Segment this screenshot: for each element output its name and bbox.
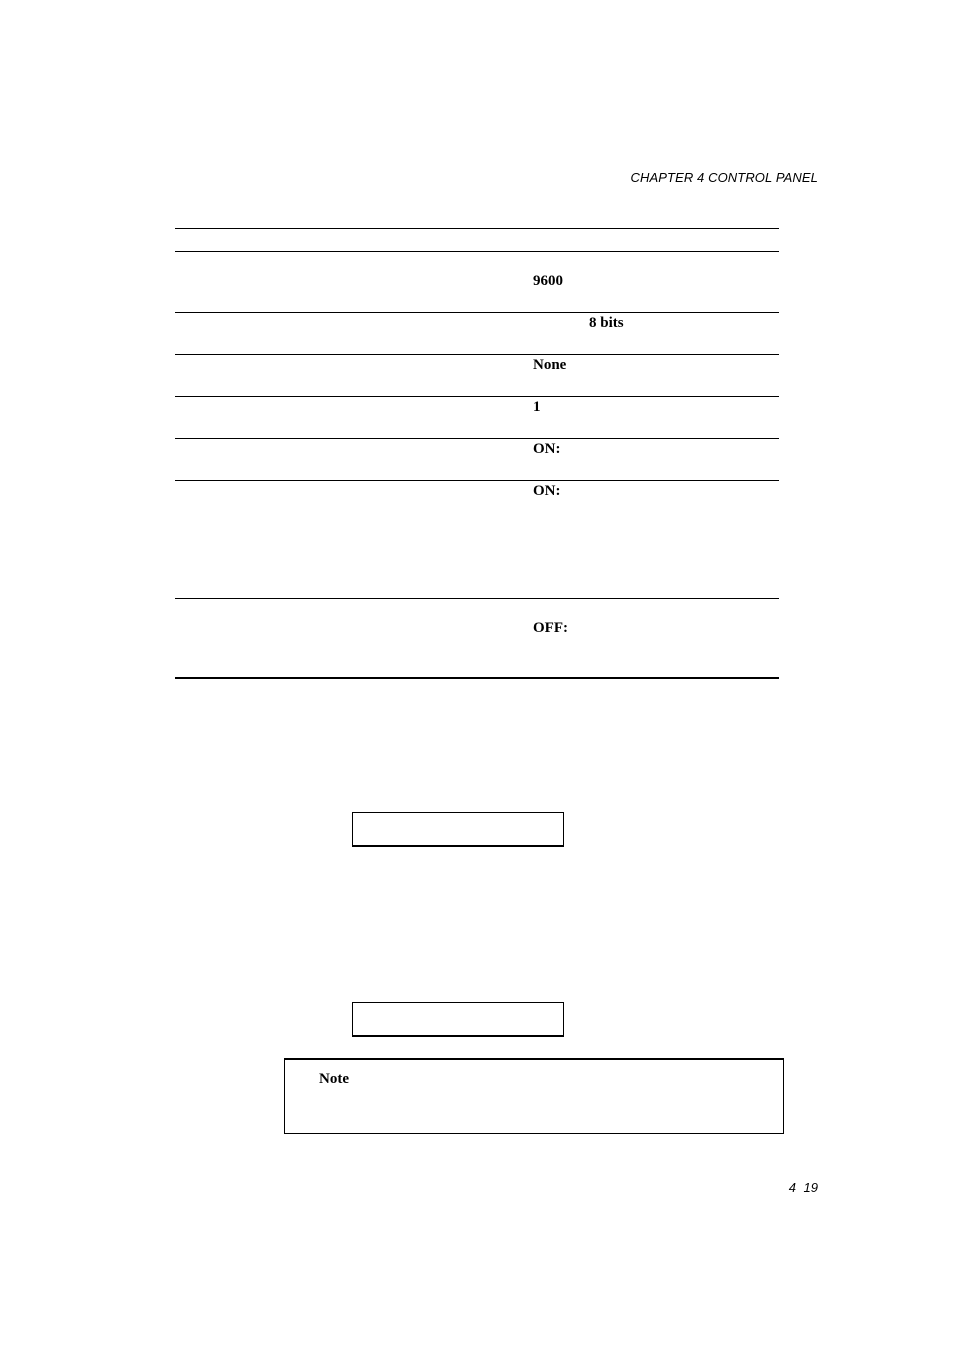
parity-value: None <box>533 357 567 373</box>
page-number: 4 19 <box>788 1180 818 1195</box>
stop-bit-value: 1 <box>533 399 541 415</box>
table-row-divider <box>175 396 779 397</box>
lcd-display-box <box>352 812 564 847</box>
setting-on-value: ON: <box>533 441 561 457</box>
table-row-divider <box>175 312 779 313</box>
table-row-divider <box>175 598 779 599</box>
setting-off-value: OFF: <box>533 620 568 636</box>
note-box <box>284 1058 784 1134</box>
data-bits-value: 8 bits <box>589 315 624 331</box>
table-rule-bottom <box>175 677 779 679</box>
chapter-header: CHAPTER 4 CONTROL PANEL <box>630 170 818 185</box>
table-header-rule <box>175 251 779 252</box>
setting-on-value: ON: <box>533 483 561 499</box>
baud-rate-value: 9600 <box>533 273 563 289</box>
table-row-divider <box>175 354 779 355</box>
lcd-display-box <box>352 1002 564 1037</box>
note-title: Note <box>319 1071 349 1087</box>
table-row-divider <box>175 438 779 439</box>
table-row-divider <box>175 480 779 481</box>
table-rule-top <box>175 228 779 229</box>
